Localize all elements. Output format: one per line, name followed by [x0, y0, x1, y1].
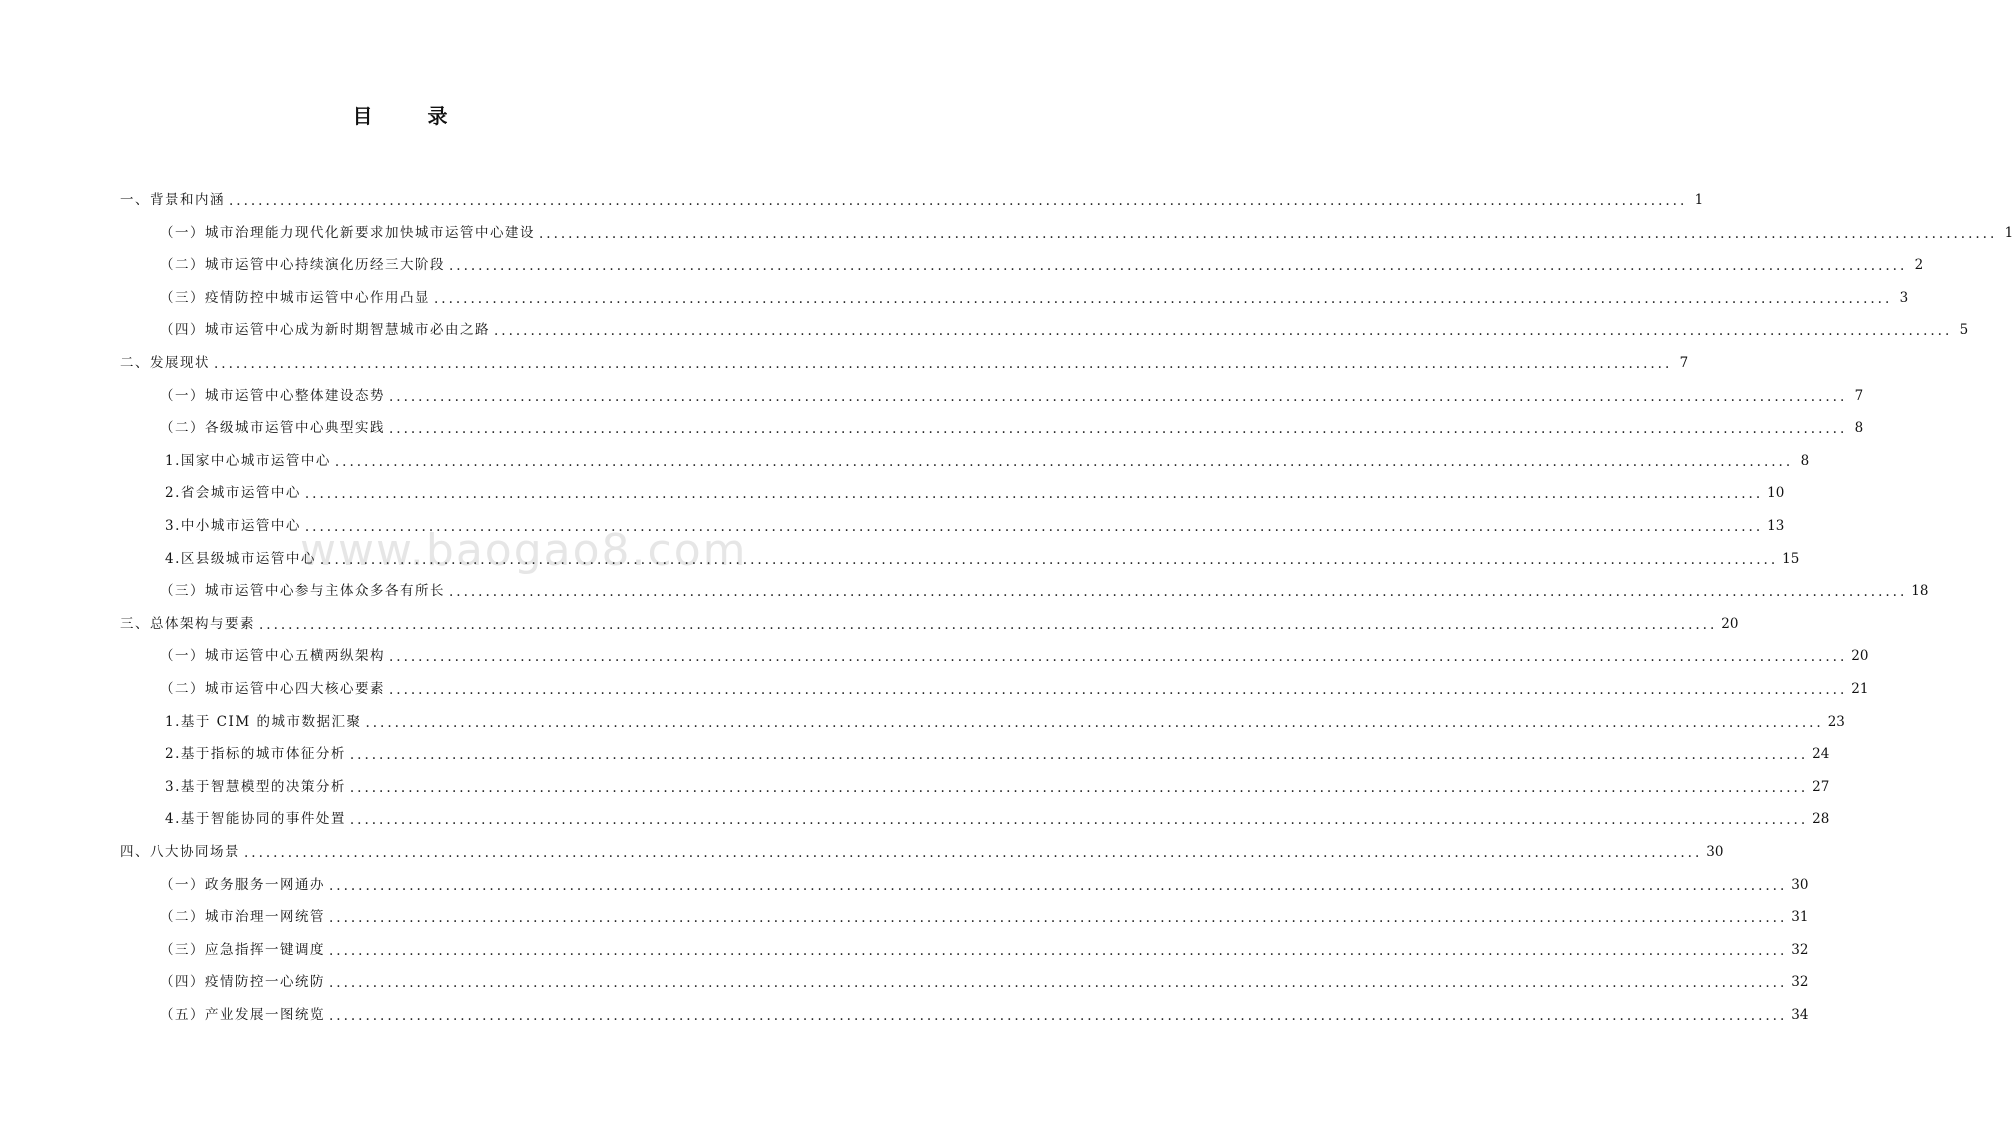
toc-leader-dots: ........................................................................................................................................................................................................	[349, 747, 1809, 764]
toc-entry-title: （二）各级城市运管中心典型实践	[160, 420, 385, 437]
toc-entry-title: （一）城市运管中心五横两纵架构	[160, 648, 385, 665]
toc-entry-page: 2	[1914, 257, 1924, 274]
toc-leader-dots: ........................................................................................................................................................................................................	[244, 845, 1703, 861]
toc-entry[interactable]	[165, 740, 1830, 764]
toc-entry-title: 2.基于指标的城市体征分析	[165, 746, 346, 763]
toc-entry[interactable]	[160, 675, 1869, 698]
toc-entry-title: 1.国家中心城市运管中心	[165, 452, 331, 469]
toc-leader-dots: ........................................................................................................................................................................................................	[329, 910, 1788, 927]
toc-entry-page: 30	[1791, 876, 1809, 893]
toc-entry-title: （三）城市运管中心参与主体众多各有所长	[160, 583, 445, 600]
toc-entry[interactable]	[120, 186, 1704, 209]
toc-entry-title: 3.中小城市运管中心	[165, 518, 301, 534]
toc-entry[interactable]	[120, 610, 1739, 633]
toc-entry[interactable]	[165, 805, 1830, 829]
toc-leader-dots: ........................................................................................................................................................................................................	[539, 225, 1998, 242]
toc-entry-title: 二、发展现状	[120, 355, 210, 371]
toc-entry[interactable]	[160, 1001, 1809, 1024]
toc-entry-title: （四）城市运管中心成为新时期智慧城市必由之路	[160, 322, 490, 339]
toc-entry[interactable]	[165, 545, 1800, 568]
toc-leader-dots: ........................................................................................................................................................................................................	[304, 519, 1764, 535]
toc-entry-title: （二）城市运管中心四大核心要素	[160, 681, 385, 697]
toc-leader-dots: ........................................................................................................................................................................................................	[389, 421, 1848, 438]
toc-entry[interactable]	[120, 838, 1724, 861]
toc-leader-dots: ........................................................................................................................................................................................................	[229, 193, 1688, 209]
toc-leader-dots: ........................................................................................................................................................................................................	[214, 356, 1673, 372]
toc-entry-page: 27	[1812, 778, 1830, 795]
toc-entry-page: 34	[1791, 1007, 1809, 1023]
toc-leader-dots: ........................................................................................................................................................................................................	[434, 290, 1893, 307]
toc-leader-dots: ........................................................................................................................................................................................................	[449, 258, 1908, 275]
toc-leader-dots: ........................................................................................................................................................................................................	[329, 1008, 1788, 1024]
toc-entry-page: 28	[1812, 811, 1830, 828]
toc-entry[interactable]	[160, 219, 2013, 242]
toc-entry-page: 8	[1800, 452, 1810, 469]
toc-entry-page: 30	[1706, 844, 1724, 860]
toc-entry-title: 3.基于智慧模型的决策分析	[165, 778, 346, 795]
toc-entry-page: 1	[1694, 192, 1704, 208]
toc-entry[interactable]	[160, 577, 1929, 601]
toc-entry-page: 31	[1791, 909, 1809, 926]
toc-entry[interactable]	[165, 708, 1845, 731]
toc-leader-dots: ........................................................................................................................................................................................................	[449, 584, 1908, 601]
toc-leader-dots: ........................................................................................................................................................................................................	[389, 682, 1848, 698]
toc-leader-dots: ........................................................................................................................................................................................................	[494, 323, 1953, 340]
toc-leader-dots: ........................................................................................................................................................................................................	[259, 616, 1718, 633]
toc-entry-page: 7	[1854, 387, 1864, 404]
toc-leader-dots: ........................................................................................................................................................................................................	[365, 714, 1824, 731]
toc-entry-page: 5	[1959, 322, 1969, 339]
toc-entry-title: 三、总体架构与要素	[120, 615, 255, 632]
toc-entry[interactable]	[160, 642, 1869, 666]
toc-leader-dots: ........................................................................................................................................................................................................	[389, 388, 1848, 405]
toc-entry[interactable]	[160, 382, 1864, 405]
toc-entry-page: 10	[1767, 485, 1785, 502]
toc-entry[interactable]	[160, 936, 1809, 959]
toc-entry[interactable]	[165, 479, 1785, 503]
toc-entry-page: 21	[1851, 681, 1869, 697]
toc-entry-title: 4.基于智能协同的事件处置	[165, 811, 346, 828]
toc-entry-page: 32	[1791, 974, 1809, 991]
toc-entry-title: （二）城市治理一网统管	[160, 909, 325, 926]
toc-entry[interactable]	[160, 871, 1809, 894]
page-title: 目 录	[352, 104, 472, 128]
toc-entry-title: （一）城市运管中心整体建设态势	[160, 387, 385, 404]
toc-entry-page: 24	[1812, 746, 1830, 763]
toc-entry-page: 32	[1791, 941, 1809, 958]
toc-entry-page: 20	[1851, 648, 1869, 665]
toc-entry[interactable]	[160, 414, 1864, 438]
toc-entry-page: 18	[1911, 583, 1929, 600]
toc-entry-title: （四）疫情防控一心统防	[160, 974, 325, 991]
toc-entry-page: 1	[2004, 224, 2013, 241]
toc-leader-dots: ........................................................................................................................................................................................................	[349, 812, 1809, 829]
toc-entry-title: （二）城市运管中心持续演化历经三大阶段	[160, 257, 445, 274]
toc-entry[interactable]	[160, 316, 1969, 340]
toc-entry-title: （五）产业发展一图统览	[160, 1007, 325, 1023]
toc-leader-dots: ........................................................................................................................................................................................................	[334, 453, 1794, 470]
toc-entry-title: 1.基于 CIM 的城市数据汇聚	[165, 713, 362, 730]
toc-entry-title: （一）城市治理能力现代化新要求加快城市运管中心建设	[160, 224, 535, 241]
toc-entry-page: 8	[1854, 420, 1864, 437]
toc-entry-page: 13	[1767, 518, 1785, 534]
toc-entry[interactable]	[165, 773, 1830, 796]
toc-entry-page: 23	[1827, 713, 1845, 730]
toc-entry-title: 四、八大协同场景	[120, 844, 240, 860]
toc-entry-page: 20	[1721, 615, 1739, 632]
toc-entry-title: （三）应急指挥一键调度	[160, 941, 325, 958]
toc-leader-dots: ........................................................................................................................................................................................................	[329, 975, 1788, 992]
toc-leader-dots: ........................................................................................................................................................................................................	[349, 779, 1809, 796]
toc-entry-page: 15	[1782, 550, 1800, 567]
toc-entry-title: 2.省会城市运管中心	[165, 485, 301, 502]
toc-entry[interactable]	[165, 512, 1785, 535]
toc-entry-title: 一、背景和内涵	[120, 192, 225, 208]
toc-entry[interactable]	[160, 903, 1809, 927]
toc-leader-dots: ........................................................................................................................................................................................................	[389, 649, 1848, 666]
watermark: www.baogao8.com	[300, 525, 748, 576]
toc-leader-dots: ........................................................................................................................................................................................................	[329, 877, 1788, 894]
toc-entry[interactable]	[165, 447, 1810, 470]
toc-entry-title: 4.区县级城市运管中心	[165, 550, 316, 567]
toc-entry[interactable]	[160, 968, 1809, 992]
toc-entry-title: （一）政务服务一网通办	[160, 876, 325, 893]
toc-leader-dots: ........................................................................................................................................................................................................	[329, 942, 1788, 959]
toc-entry-page: 3	[1899, 289, 1909, 306]
toc-entry-page: 7	[1679, 355, 1689, 371]
toc-entry[interactable]	[120, 349, 1689, 372]
toc-entry-title: （三）疫情防控中城市运管中心作用凸显	[160, 289, 430, 306]
toc-entry[interactable]	[160, 251, 1924, 275]
toc-entry[interactable]	[160, 284, 1909, 307]
toc-leader-dots: ........................................................................................................................................................................................................	[319, 551, 1779, 568]
toc-leader-dots: ........................................................................................................................................................................................................	[304, 486, 1764, 503]
